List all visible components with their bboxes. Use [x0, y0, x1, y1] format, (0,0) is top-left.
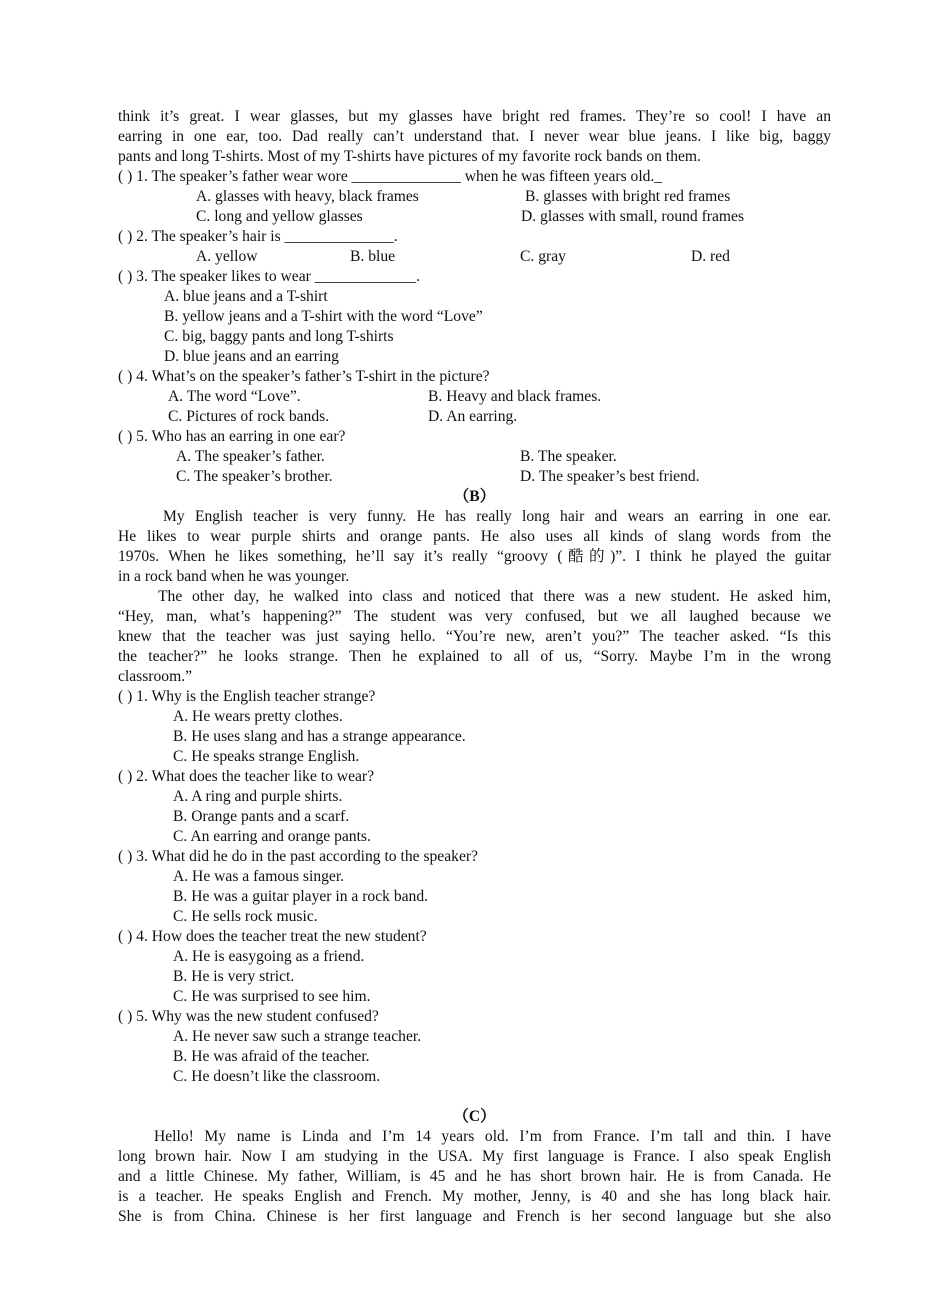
passage-a-line: pants and long T-shirts. Most of my T-shirts have pictures of my favorite rock bands on them.	[118, 148, 701, 165]
option-c: C. The speaker’s brother.	[176, 468, 333, 485]
question-a5-options-row1	[118, 447, 831, 467]
option-a: A. The speaker’s father.	[176, 448, 325, 465]
passage-a-line: think it’s great. I wear glasses, but my glasses have bright red frames. They’re so cool! I have an	[118, 108, 831, 125]
passage-b-line: classroom.”	[118, 668, 193, 685]
passage-c-line: Hello! My name is Linda and I’m 14 years old. I’m from France. I’m tall and thin. I have	[154, 1128, 831, 1145]
spacer	[118, 1087, 831, 1107]
question-a1-stem: ( ) 1. The speaker’s father wear wore ______________ when he was fifteen years old._	[118, 168, 663, 185]
option-d: D. red	[691, 248, 730, 265]
question-b4-stem: ( ) 4. How does the teacher treat the new student?	[118, 928, 427, 945]
option: C. He speaks strange English.	[173, 748, 360, 765]
passage-b-line: in a rock band when he was younger.	[118, 568, 350, 585]
option: A. He never saw such a strange teacher.	[173, 1028, 422, 1045]
question-a5-stem: ( ) 5. Who has an earring in one ear?	[118, 428, 346, 445]
passage-a-line: earring in one ear, too. Dad really can’t understand that. I never wear blue jeans. I like big, baggy	[118, 128, 831, 145]
option-c: C. big, baggy pants and long T-shirts	[164, 328, 394, 345]
option: C. He was surprised to see him.	[173, 988, 371, 1005]
question-a4-options-row1	[118, 387, 831, 407]
option: A. A ring and purple shirts.	[173, 788, 343, 805]
option-d: D. glasses with small, round frames	[521, 208, 745, 225]
option: B. He uses slang and has a strange appearance.	[173, 728, 466, 745]
question-a4-options-row2	[118, 407, 831, 427]
passage-c-line: long brown hair. Now I am studying in the USA. My first language is France. I also speak English	[118, 1148, 831, 1165]
option-c: C. Pictures of rock bands.	[168, 408, 330, 425]
option-b: B. blue	[350, 248, 396, 265]
question-a4-stem: ( ) 4. What’s on the speaker’s father’s T-shirt in the picture?	[118, 368, 490, 385]
section-c-heading: （C）	[453, 1108, 496, 1125]
option-c: C. gray	[520, 248, 566, 265]
option: A. He was a famous singer.	[173, 868, 345, 885]
question-a1-options-row1	[118, 187, 831, 207]
option-d: D. An earring.	[428, 408, 518, 425]
option: C. An earring and orange pants.	[173, 828, 371, 845]
option-d: D. blue jeans and an earring	[164, 348, 339, 365]
question-a2-stem: ( ) 2. The speaker’s hair is ______________.	[118, 228, 398, 245]
option: C. He sells rock music.	[173, 908, 318, 925]
option-b: B. The speaker.	[520, 448, 617, 465]
passage-b-line: 1970s. When he likes something, he’ll say it’s really “groovy (酷的)”. I think he played the guitar	[118, 548, 831, 565]
passage-b-line: knew that the teacher was just saying hello. “You’re new, aren’t you?” The teacher asked. “Is this	[118, 628, 831, 645]
option-d: D. The speaker’s best friend.	[520, 468, 700, 485]
question-b1-stem: ( ) 1. Why is the English teacher strange?	[118, 688, 376, 705]
option-c: C. long and yellow glasses	[196, 208, 363, 225]
passage-c-line: She is from China. Chinese is her first language and French is her second language but she also	[118, 1208, 831, 1225]
option-a: A. glasses with heavy, black frames	[196, 188, 419, 205]
option-a: A. The word “Love”.	[168, 388, 301, 405]
passage-b-line: “Hey, man, what’s happening?” The student was very confused, but we all laughed because we	[118, 608, 831, 625]
question-b3-stem: ( ) 3. What did he do in the past according to the speaker?	[118, 848, 478, 865]
option-b: B. glasses with bright red frames	[525, 188, 731, 205]
passage-c-line: is a teacher. He speaks English and French. My mother, Jenny, is 40 and she has long black hair.	[118, 1188, 831, 1205]
question-a1-options-row2	[118, 207, 831, 227]
section-b-heading: （B）	[453, 488, 496, 505]
option-b: B. yellow jeans and a T-shirt with the word “Love”	[164, 308, 483, 325]
option-a: A. yellow	[196, 248, 258, 265]
passage-b-line: the teacher?” he looks strange. Then he explained to all of us, “Sorry. Maybe I’m in the wrong	[118, 648, 831, 665]
option: C. He doesn’t like the classroom.	[173, 1068, 381, 1085]
question-a5-options-row2	[118, 467, 831, 487]
option: B. Orange pants and a scarf.	[173, 808, 350, 825]
option-b: B. Heavy and black frames.	[428, 388, 602, 405]
passage-c-line: and a little Chinese. My father, William, is 45 and he has short brown hair. He is from Canada. He	[118, 1168, 831, 1185]
option-a: A. blue jeans and a T-shirt	[164, 288, 328, 305]
option: A. He is easygoing as a friend.	[173, 948, 365, 965]
option: B. He is very strict.	[173, 968, 295, 985]
passage-b-line: The other day, he walked into class and noticed that there was a new student. He asked him,	[158, 588, 831, 605]
question-a3-stem: ( ) 3. The speaker likes to wear _____________.	[118, 268, 420, 285]
question-b2-stem: ( ) 2. What does the teacher like to wear?	[118, 768, 375, 785]
passage-b-line: My English teacher is very funny. He has really long hair and wears an earring in one ear.	[163, 508, 831, 525]
question-a2-options	[118, 247, 831, 267]
option: B. He was afraid of the teacher.	[173, 1048, 370, 1065]
document-page	[118, 107, 831, 1227]
option: A. He wears pretty clothes.	[173, 708, 343, 725]
passage-b-line: He likes to wear purple shirts and orange pants. He also uses all kinds of slang words from the	[118, 528, 831, 545]
option: B. He was a guitar player in a rock band.	[173, 888, 429, 905]
question-b5-stem: ( ) 5. Why was the new student confused?	[118, 1008, 379, 1025]
